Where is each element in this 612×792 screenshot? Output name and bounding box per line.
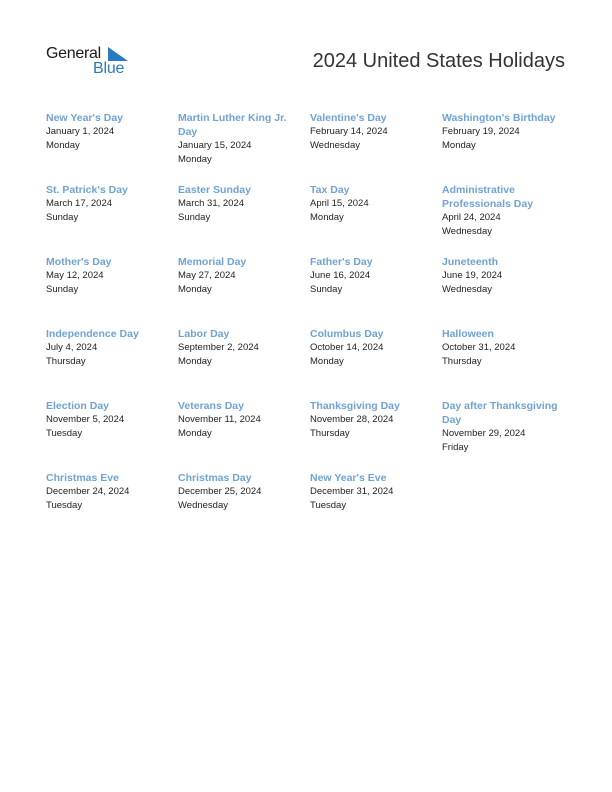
holiday-item <box>442 254 574 326</box>
brand-logo <box>46 44 136 80</box>
holiday-weekday: Monday <box>310 212 344 223</box>
holiday-date: November 29, 2024 <box>442 428 526 439</box>
holiday-name: Halloween <box>442 328 494 340</box>
holiday-item <box>46 182 178 254</box>
holiday-date: November 28, 2024 <box>310 414 394 425</box>
holiday-item <box>310 254 442 326</box>
holiday-weekday: Thursday <box>442 356 482 367</box>
holiday-name: New Year's Eve <box>310 472 387 484</box>
holiday-name: St. Patrick's Day <box>46 184 128 196</box>
holiday-date: March 17, 2024 <box>46 198 113 209</box>
holiday-item <box>178 110 310 182</box>
holiday-item <box>442 182 574 254</box>
holiday-name: Valentine's Day <box>310 112 387 124</box>
holiday-item <box>178 254 310 326</box>
holiday-weekday: Monday <box>178 428 212 439</box>
holiday-date: April 15, 2024 <box>310 198 369 209</box>
logo-general-text: General <box>46 45 101 62</box>
holiday-grid <box>46 110 574 542</box>
holiday-item <box>442 110 574 182</box>
holiday-name: Washington's Birthday <box>442 112 556 124</box>
holiday-item <box>178 182 310 254</box>
holiday-date: January 1, 2024 <box>46 126 115 137</box>
holiday-date: May 27, 2024 <box>178 270 236 281</box>
holiday-item <box>178 470 310 542</box>
holiday-weekday: Thursday <box>46 356 86 367</box>
holiday-item <box>178 326 310 398</box>
holiday-date: January 15, 2024 <box>178 140 252 151</box>
holiday-weekday: Sunday <box>178 212 211 223</box>
holiday-item <box>46 470 178 542</box>
holiday-date: December 24, 2024 <box>46 486 130 497</box>
holiday-weekday: Sunday <box>46 284 79 295</box>
logo-triangle-icon <box>108 47 128 61</box>
holiday-date: February 19, 2024 <box>442 126 520 137</box>
holiday-name: Martin Luther King Jr. Day <box>178 112 287 138</box>
holiday-name: Christmas Day <box>178 472 252 484</box>
holiday-item <box>46 254 178 326</box>
holiday-date: July 4, 2024 <box>46 342 98 353</box>
holiday-item <box>178 398 310 470</box>
holiday-weekday: Monday <box>178 356 212 367</box>
holiday-weekday: Tuesday <box>310 500 347 511</box>
page-title: 2024 United States Holidays <box>312 50 565 72</box>
holiday-date: April 24, 2024 <box>442 212 501 223</box>
holiday-date: May 12, 2024 <box>46 270 104 281</box>
holiday-item <box>46 398 178 470</box>
holiday-weekday: Tuesday <box>46 500 83 511</box>
holiday-item <box>310 398 442 470</box>
holiday-date: December 25, 2024 <box>178 486 262 497</box>
holiday-weekday: Wednesday <box>442 226 492 237</box>
holiday-item <box>310 182 442 254</box>
holiday-name: Juneteenth <box>442 256 499 268</box>
holiday-date: October 14, 2024 <box>310 342 384 353</box>
holiday-name: Veterans Day <box>178 400 244 412</box>
holiday-weekday: Tuesday <box>46 428 83 439</box>
holiday-name: Labor Day <box>178 328 230 340</box>
holiday-weekday: Sunday <box>46 212 79 223</box>
holiday-item <box>310 110 442 182</box>
holiday-date: February 14, 2024 <box>310 126 388 137</box>
holiday-item <box>46 326 178 398</box>
holiday-date: December 31, 2024 <box>310 486 394 497</box>
holiday-item <box>442 398 574 470</box>
holiday-weekday: Monday <box>46 140 80 151</box>
holiday-date: June 19, 2024 <box>442 270 503 281</box>
holiday-weekday: Friday <box>442 442 469 453</box>
logo-blue-text: Blue <box>93 60 125 77</box>
holiday-date: March 31, 2024 <box>178 198 245 209</box>
holiday-date: September 2, 2024 <box>178 342 259 353</box>
holiday-name: Easter Sunday <box>178 184 251 196</box>
holiday-weekday: Wednesday <box>442 284 492 295</box>
holiday-weekday: Monday <box>178 284 212 295</box>
holiday-item <box>310 326 442 398</box>
holiday-name: New Year's Day <box>46 112 124 124</box>
holiday-name: Columbus Day <box>310 328 384 340</box>
holiday-name: Father's Day <box>310 256 373 268</box>
holiday-weekday: Sunday <box>310 284 343 295</box>
holiday-weekday: Wednesday <box>310 140 360 151</box>
holiday-name: Independence Day <box>46 328 139 340</box>
holiday-name: Tax Day <box>310 184 350 196</box>
holiday-name: Administrative Professionals Day <box>442 184 534 210</box>
holiday-item <box>442 326 574 398</box>
holiday-name: Thanksgiving Day <box>310 400 400 412</box>
holiday-name: Christmas Eve <box>46 472 119 484</box>
holiday-name: Mother's Day <box>46 256 112 268</box>
holiday-weekday: Monday <box>178 154 212 165</box>
holiday-date: November 11, 2024 <box>178 414 261 425</box>
holiday-name: Election Day <box>46 400 110 412</box>
holiday-date: November 5, 2024 <box>46 414 125 425</box>
holiday-name: Memorial Day <box>178 256 247 268</box>
holiday-weekday: Thursday <box>310 428 350 439</box>
holiday-weekday: Monday <box>442 140 476 151</box>
holiday-weekday: Monday <box>310 356 344 367</box>
holiday-item <box>46 110 178 182</box>
holiday-item <box>310 470 442 542</box>
holiday-date: June 16, 2024 <box>310 270 371 281</box>
holiday-date: October 31, 2024 <box>442 342 516 353</box>
holiday-weekday: Wednesday <box>178 500 228 511</box>
holiday-name: Day after Thanksgiving Day <box>442 400 558 426</box>
